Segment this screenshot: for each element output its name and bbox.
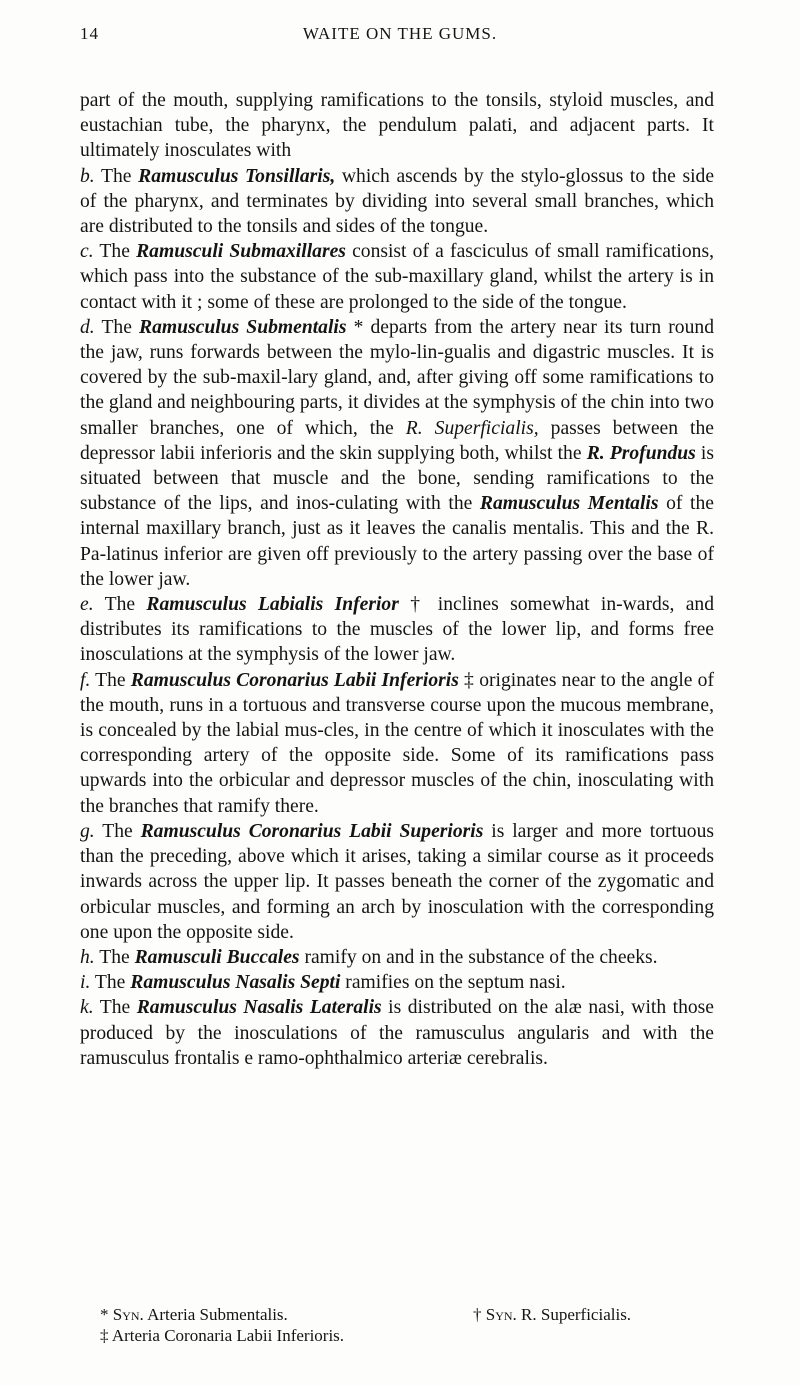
text-run: The <box>94 165 139 187</box>
running-title: WAITE ON THE GUMS. <box>302 24 498 43</box>
footnote-text: Arteria Coronaria Labii Inferioris. <box>111 1326 345 1345</box>
text-run: part of the mouth, supplying ramifications to the tonsils, styloid muscles, and eustachian tube, the pharynx, the pendulum palati, and adjacent parts. It ultimately inosculates with <box>80 90 714 162</box>
text-run: The <box>93 997 137 1019</box>
text-run: of the internal maxillary branch, just as it leaves the canalis mentalis. This and the R. Pa-latinus inferior are given off previously to the artery passing over the base of the lower jaw. <box>80 493 714 590</box>
running-head <box>80 24 720 52</box>
term-name: Ramusculi Submaxillares <box>136 241 346 263</box>
italic-text: R. Superficialis, <box>405 417 539 439</box>
paragraph <box>80 239 714 315</box>
term-name: Ramusculus Nasalis Septi <box>130 972 341 994</box>
paragraph <box>80 970 714 995</box>
text-run: which ascends by the stylo-glossus to the side of the pharynx, and terminates by dividing into several small branches, which are distributed to the tonsils and sides of the tongue. <box>80 165 715 238</box>
term-name: Ramusculus Tonsillaris, <box>138 165 336 187</box>
footnote-mark: † <box>473 1305 482 1324</box>
body-text <box>80 88 714 1071</box>
footnote-row-1 <box>100 1304 720 1325</box>
footnote-label: Syn. <box>485 1305 517 1324</box>
italic-text: c. <box>80 241 94 263</box>
term-name: R. Profundus <box>586 442 696 464</box>
footnotes <box>100 1304 720 1346</box>
text-run: † inclines somewhat in-wards, and distributes its ramifications to the muscles of the lower lip, and forms free inosculations at the symphysis of the lower jaw. <box>80 594 714 666</box>
footnote-mark: * <box>100 1305 109 1324</box>
text-run: The <box>94 946 135 968</box>
footnote-mark: ‡ <box>100 1326 109 1345</box>
text-run: is distributed on the alæ nasi, with those produced by the inosculations of the ramusculus angularis and with the ramusculus frontalis e ramo-ophthalmico arteriæ cerebralis. <box>80 997 714 1069</box>
footnote-coronarius-inferior <box>100 1325 344 1346</box>
footnote-label: Syn. <box>112 1305 144 1324</box>
term-name: Ramusculus Nasalis Lateralis <box>136 997 382 1019</box>
italic-text: g. <box>80 820 95 842</box>
italic-text: b. <box>80 165 95 187</box>
text-run: ramifies on the septum nasi. <box>340 972 566 994</box>
italic-text: e. <box>80 594 94 616</box>
text-run: The <box>93 594 147 616</box>
paragraph <box>80 819 714 945</box>
paragraph <box>80 995 714 1071</box>
footnote-row-2 <box>100 1325 720 1346</box>
paragraph <box>80 88 714 164</box>
term-name: Ramusculus Labialis Inferior <box>146 594 399 616</box>
paragraph <box>80 164 714 240</box>
italic-text: i. <box>80 972 91 994</box>
text-run: is situated between that muscle and the bone, sending ramifications to the substance of the lips, and inos-culating with the <box>80 442 714 515</box>
italic-text: f. <box>80 669 91 691</box>
footnote-labialis-inferior <box>473 1304 631 1325</box>
term-name: Ramusculus Mentalis <box>479 493 659 515</box>
term-name: Ramusculus Submentalis <box>139 316 347 338</box>
paragraph <box>80 668 714 819</box>
footnote-text: Arteria Submentalis. <box>147 1305 288 1324</box>
text-run: consist of a fasciculus of small ramifications, which pass into the substance of the sub-maxillary gland, whilst the artery is in contact with it ; some of these are prolonged to the side of the tongue. <box>80 241 714 313</box>
text-run: The <box>94 820 141 842</box>
text-run: ‡ originates near to the angle of the mouth, runs in a tortuous and transverse course upon the mucous membrane, is concealed by the labial mus-cles, in the centre of which it inosculates with the corresponding artery of the opposite side. Some of its ramifications pass upwards into the orbicular and depressor muscles of the chin, inosculating with the branches that ramify there. <box>80 669 714 817</box>
paragraph <box>80 945 714 970</box>
text-run: The <box>90 669 131 691</box>
text-run: The <box>90 972 131 994</box>
page-number: 14 <box>80 24 99 43</box>
term-name: Ramusculus Coronarius Labii Inferioris <box>130 669 459 691</box>
term-name: Ramusculus Coronarius Labii Superioris <box>140 820 484 842</box>
italic-text: k. <box>80 997 94 1019</box>
text-run: The <box>94 316 140 338</box>
text-run: * departs from the artery near its turn round the jaw, runs forwards between the mylo-lin-gualis and digastric muscles. It is covered by the sub-maxil-lary gland, and, after giving off some ramifications to the gland and neighbouring parts, it divides at the symphysis of the chin into two smaller branches, one of which, the <box>80 316 714 439</box>
italic-text: h. <box>80 946 95 968</box>
footnote-text: R. Superficialis. <box>521 1305 632 1324</box>
text-run: passes between the depressor labii inferioris and the skin supplying both, whilst the <box>80 417 714 464</box>
footnote-submentalis <box>100 1304 288 1325</box>
text-run: ramify on and in the substance of the cheeks. <box>299 946 658 968</box>
italic-text: d. <box>80 316 95 338</box>
text-run: is larger and more tortuous than the preceding, above which it arises, taking a similar course as it proceeds inwards across the upper lip. It passes beneath the corner of the zygomatic and orbicular muscles, and forming an arch by inosculation with the corresponding one upon the opposite side. <box>80 820 715 943</box>
term-name: Ramusculi Buccales <box>134 946 300 968</box>
paragraph <box>80 315 714 592</box>
text-run: The <box>93 241 137 263</box>
paragraph <box>80 592 714 668</box>
